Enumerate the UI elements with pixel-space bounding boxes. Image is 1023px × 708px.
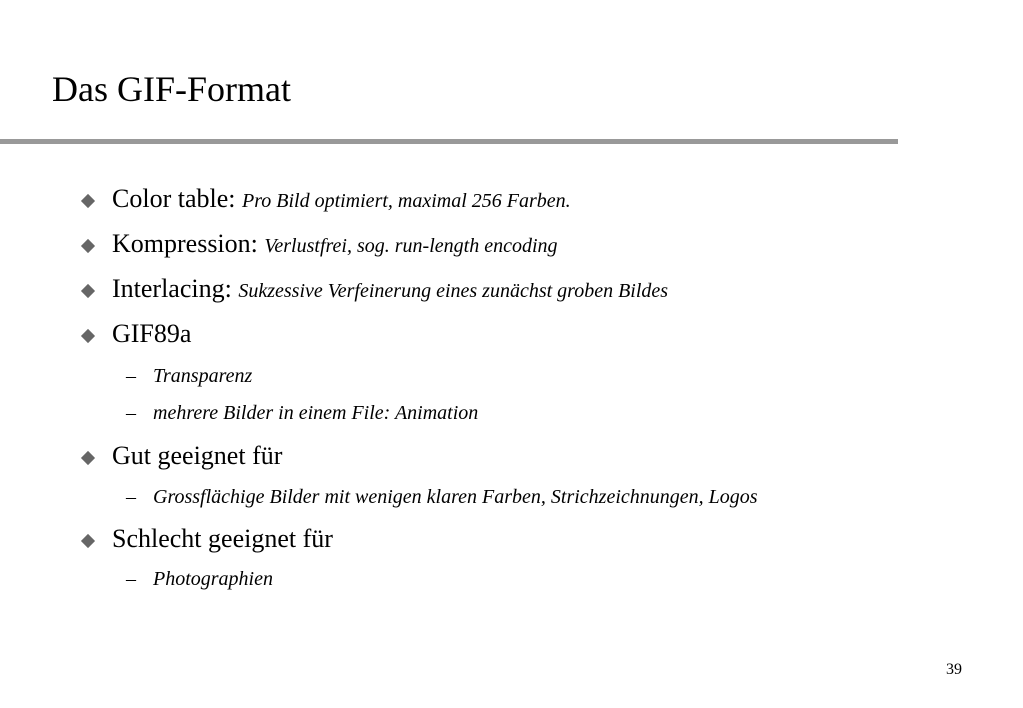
dash-marker: – bbox=[126, 568, 136, 590]
bullet-text bbox=[112, 182, 571, 218]
bullet-label: Schlecht geeignet für bbox=[112, 524, 333, 553]
dash-marker: – bbox=[126, 365, 136, 387]
sub-item-text: Transparenz bbox=[153, 365, 253, 387]
sub-item-text: mehrere Bilder in einem File: Animation bbox=[153, 402, 479, 424]
bullet-label: GIF89a bbox=[112, 319, 192, 348]
slide-title: Das GIF-Format bbox=[52, 69, 291, 109]
diamond-bullet-icon bbox=[81, 194, 95, 208]
bullet-label: Interlacing: bbox=[112, 274, 232, 303]
diamond-bullet-icon bbox=[81, 329, 95, 343]
page-number: 39 bbox=[946, 661, 962, 678]
sub-item-text: Photographien bbox=[153, 568, 273, 590]
bullet-label: Gut geeignet für bbox=[112, 441, 283, 470]
dash-marker: – bbox=[126, 402, 136, 424]
bullet-detail: Verlustfrei, sog. run-length encoding bbox=[264, 235, 558, 257]
dash-marker: – bbox=[126, 486, 136, 508]
bullet-detail: Sukzessive Verfeinerung eines zunächst groben Bildes bbox=[238, 280, 669, 302]
sub-item-text: Grossflächige Bilder mit wenigen klaren Farben, Strichzeichnungen, Logos bbox=[153, 486, 758, 508]
bullet-text bbox=[112, 272, 668, 308]
bullet-detail: Pro Bild optimiert, maximal 256 Farben. bbox=[241, 190, 571, 212]
diamond-bullet-icon bbox=[81, 284, 95, 298]
bullet-label: Kompression: bbox=[112, 229, 258, 258]
diamond-bullet-icon bbox=[81, 534, 95, 548]
bullet-label: Color table: bbox=[112, 184, 236, 213]
bullet-text bbox=[112, 227, 558, 263]
diamond-bullet-icon bbox=[81, 239, 95, 253]
diamond-bullet-icon bbox=[81, 451, 95, 465]
title-divider bbox=[0, 139, 898, 144]
